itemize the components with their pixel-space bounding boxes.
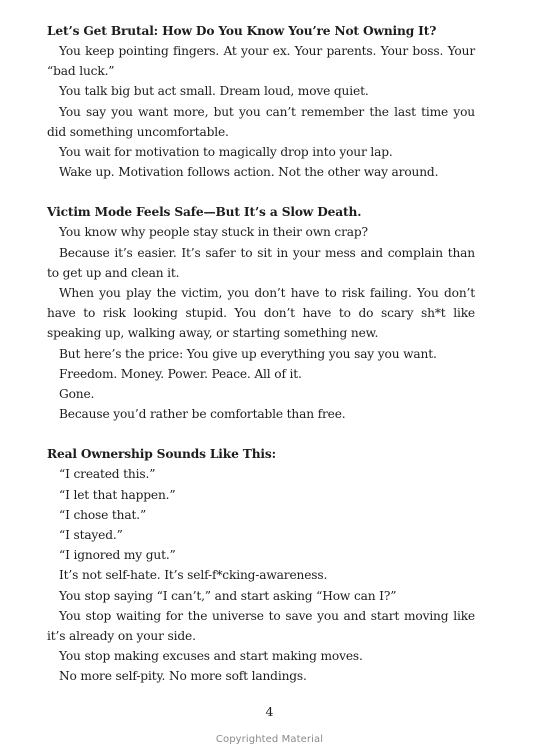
paragraph: Wake up. Motivation follows action. Not the other way around.: [59, 165, 439, 180]
paragraph: Gone.: [59, 387, 95, 402]
paragraph: You keep pointing fingers. At your ex. Your parents. Your boss. Your “bad luck.”: [47, 44, 475, 79]
paragraph: “I stayed.”: [59, 528, 123, 543]
paragraph: You stop making excuses and start making moves.: [59, 649, 363, 664]
paragraph: You know why people stay stuck in their own crap?: [59, 225, 368, 240]
section-heading: Real Ownership Sounds Like This:: [47, 447, 276, 462]
paragraph: You talk big but act small. Dream loud, move quiet.: [59, 84, 369, 99]
paragraph: “I let that happen.”: [59, 487, 176, 502]
paragraph: When you play the victim, you don’t have to risk failing. You don’t have to risk looking stupid. You don’t have to do scary sh*t like speaking up, walking away, or starting something new.: [47, 286, 475, 341]
paragraph: It’s not self-hate. It’s self-f*cking-awareness.: [59, 568, 328, 583]
paragraph: “I chose that.”: [59, 507, 147, 522]
section-heading: Victim Mode Feels Safe—But It’s a Slow Death.: [47, 205, 362, 220]
paragraph: But here’s the price: You give up everything you say you want.: [59, 346, 437, 361]
page-number: 4: [265, 704, 274, 719]
paragraph: You say you want more, but you can’t remember the last time you did something uncomfortable.: [47, 104, 475, 139]
paragraph: No more self-pity. No more soft landings.: [59, 669, 307, 684]
paragraph: Freedom. Money. Power. Peace. All of it.: [59, 366, 302, 381]
section-real-ownership: [47, 444, 475, 686]
paragraph: “I ignored my gut.”: [59, 548, 176, 563]
section-victim-mode: [47, 202, 475, 424]
section-brutal: [47, 21, 475, 182]
section-heading: Let’s Get Brutal: How Do You Know You’re Not Owning It?: [47, 24, 437, 38]
paragraph: You stop saying “I can’t,” and start asking “How can I?”: [59, 588, 397, 603]
copyright-footer: Copyrighted Material: [215, 734, 324, 745]
paragraph: You stop waiting for the universe to save you and start moving like it’s already on your side.: [47, 608, 475, 644]
paragraph: You wait for motivation to magically drop into your lap.: [59, 145, 393, 160]
page-content: [47, 21, 475, 687]
paragraph: Because you’d rather be comfortable than free.: [59, 407, 346, 422]
paragraph: “I created this.”: [59, 467, 156, 482]
paragraph: Because it’s easier. It’s safer to sit in your mess and complain than to get up and clean it.: [47, 245, 475, 280]
